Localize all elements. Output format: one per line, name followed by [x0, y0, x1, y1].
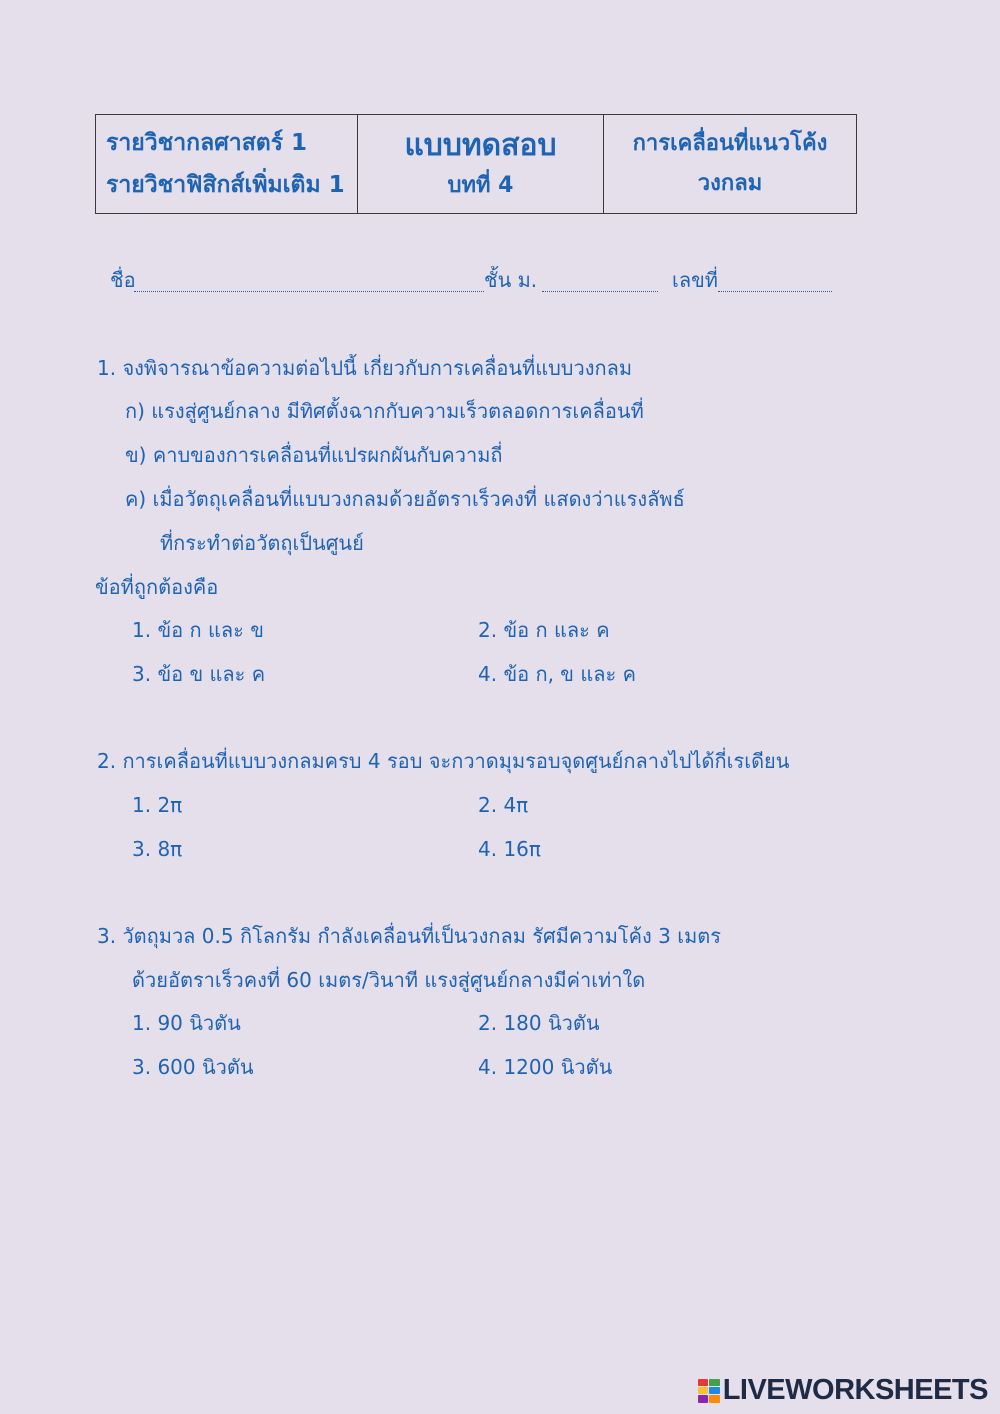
logo-tile — [709, 1387, 720, 1394]
topic-cell — [604, 115, 856, 213]
question-3-stem: 3. วัตถุมวล 0.5 กิโลกรัม กำลังเคลื่อนที่เป็นวงกลม รัศมีความโค้ง 3 เมตร — [97, 924, 721, 948]
logo-tile — [709, 1379, 720, 1386]
name-field[interactable] — [134, 291, 484, 292]
question-1-statement-b: ข) คาบของการเคลื่อนที่แปรผกผันกับความถี่ — [125, 443, 503, 467]
logo-tile — [709, 1395, 720, 1402]
question-3-stem-cont: ด้วยอัตราเร็วคงที่ 60 เมตร/วินาที แรงสู่ศูนย์กลางมีค่าเท่าใด — [132, 968, 646, 992]
question-1-choice-2[interactable]: 2. ข้อ ก และ ค — [478, 618, 610, 642]
question-1-stem: 1. จงพิจารณาข้อความต่อไปนี้ เกี่ยวกับการเคลื่อนที่แบบวงกลม — [97, 356, 633, 380]
question-3-choice-4[interactable]: 4. 1200 นิวตัน — [478, 1055, 613, 1079]
question-2-choice-3[interactable]: 3. 8π — [132, 837, 183, 861]
subject-line-1: รายวิชากลศาสตร์ 1 — [106, 130, 308, 156]
subject-cell — [96, 115, 358, 213]
question-2-stem: 2. การเคลื่อนที่แบบวงกลมครบ 4 รอบ จะกวาดมุมรอบจุดศูนย์กลางไปได้กี่เรเดียน — [97, 749, 790, 773]
name-label: ชื่อ — [110, 268, 136, 292]
student-info-row — [110, 264, 834, 296]
header-table — [95, 114, 857, 214]
brand-name: LIVEWORKSHEETS — [722, 1374, 988, 1406]
liveworksheets-logo-icon — [698, 1379, 720, 1403]
number-label: เลขที่ — [672, 268, 718, 292]
question-1-choice-4[interactable]: 4. ข้อ ก, ข และ ค — [478, 662, 636, 686]
subject-line-2: รายวิชาฟิสิกส์เพิ่มเติม 1 — [106, 172, 345, 198]
logo-tile — [698, 1395, 709, 1402]
question-1-prompt: ข้อที่ถูกต้องคือ — [95, 575, 219, 599]
logo-tile — [698, 1387, 709, 1394]
class-field[interactable] — [542, 291, 658, 292]
question-1-statement-a: ก) แรงสู่ศูนย์กลาง มีทิศตั้งฉากกับความเร็วตลอดการเคลื่อนที่ — [125, 399, 644, 423]
class-label: ชั้น ม. — [484, 268, 538, 292]
question-3-choice-2[interactable]: 2. 180 นิวตัน — [478, 1011, 600, 1035]
liveworksheets-brand — [698, 1374, 988, 1407]
topic-line-2: วงกลม — [697, 171, 763, 196]
question-2-choice-4[interactable]: 4. 16π — [478, 837, 541, 861]
question-2-choice-2[interactable]: 2. 4π — [478, 793, 529, 817]
question-3-choice-3[interactable]: 3. 600 นิวตัน — [132, 1055, 254, 1079]
question-1-statement-c-cont: ที่กระทำต่อวัตถุเป็นศูนย์ — [160, 531, 364, 555]
test-title: แบบทดสอบ — [404, 128, 557, 163]
question-2-choice-1[interactable]: 1. 2π — [132, 793, 183, 817]
logo-tile — [698, 1379, 709, 1386]
question-3-choice-1[interactable]: 1. 90 นิวตัน — [132, 1011, 241, 1035]
question-1-statement-c: ค) เมื่อวัตถุเคลื่อนที่แบบวงกลมด้วยอัตราเร็วคงที่ แสดงว่าแรงลัพธ์ — [125, 487, 685, 511]
number-field[interactable] — [718, 291, 832, 292]
chapter-label: บทที่ 4 — [447, 173, 514, 198]
question-1-choice-1[interactable]: 1. ข้อ ก และ ข — [132, 618, 264, 642]
title-cell — [358, 115, 604, 213]
topic-line-1: การเคลื่อนที่แนวโค้ง — [632, 131, 828, 156]
question-1-choice-3[interactable]: 3. ข้อ ข และ ค — [132, 662, 266, 686]
